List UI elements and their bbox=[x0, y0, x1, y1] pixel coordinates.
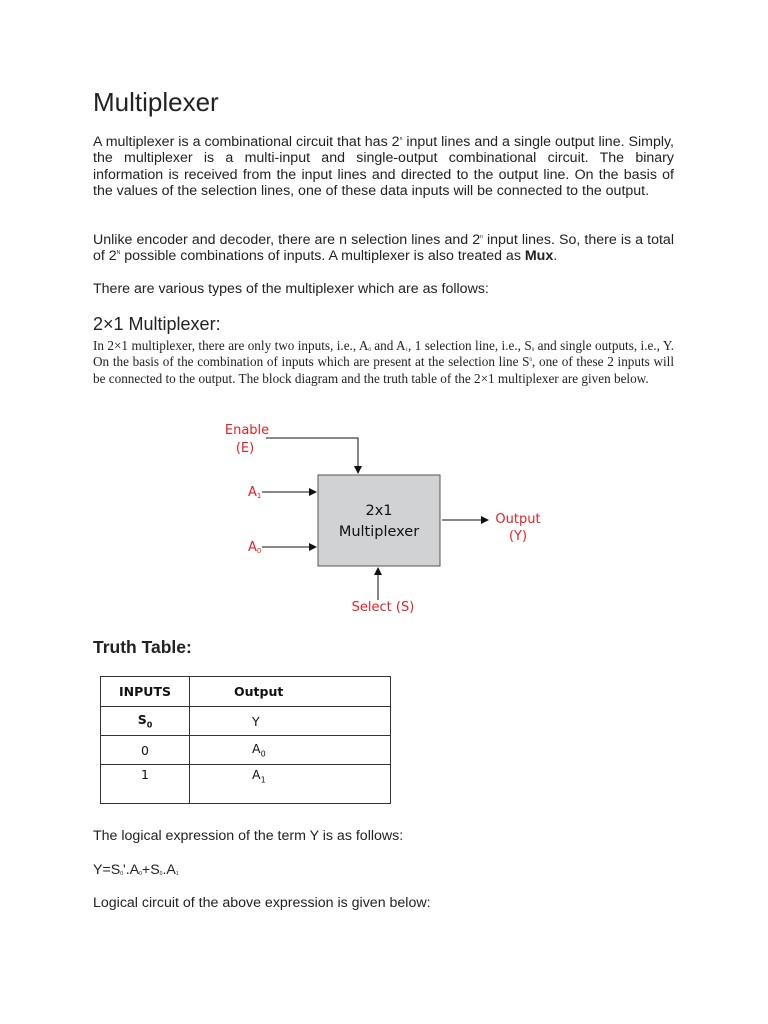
expression-outro: Logical circuit of the above expression is given below: bbox=[93, 895, 431, 911]
intro-paragraph-3: There are various types of the multiplexer which are as follows: bbox=[93, 281, 489, 297]
truth-table-heading: Truth Table: bbox=[93, 637, 192, 657]
cell-a-letter: A bbox=[252, 767, 261, 782]
expr-part: +S bbox=[141, 862, 160, 878]
intro-paragraph-2 bbox=[93, 232, 674, 265]
cell-a-letter: A bbox=[252, 741, 261, 757]
expr-part: '.A bbox=[123, 862, 140, 878]
superscript-n: n bbox=[480, 234, 483, 240]
expr-subscript: 0 bbox=[120, 871, 123, 877]
logical-expression bbox=[93, 861, 179, 879]
subscript: 0 bbox=[531, 348, 535, 353]
s2x1-t4: and single outputs, i.e., Y. On the basis of the combination of inputs which are present at the selection line S bbox=[93, 338, 675, 370]
header-output: Output bbox=[190, 677, 391, 707]
enable-arrow bbox=[266, 438, 358, 473]
expr-part: .A bbox=[162, 862, 176, 878]
section-heading-2x1: 2×1 Multiplexer: bbox=[93, 314, 221, 334]
superscript-n: n bbox=[399, 136, 403, 142]
s2x1-t5: , one of these 2 inputs will be connected to the output. The block diagram and the truth table of the 2×1 multiplexer are given below. bbox=[93, 354, 674, 386]
table-header-row bbox=[101, 677, 391, 707]
expr-subscript: 1 bbox=[175, 871, 179, 877]
input-a1-label bbox=[248, 485, 261, 500]
cell-output bbox=[190, 736, 391, 765]
a1-letter: A bbox=[248, 485, 257, 500]
cell-y: Y bbox=[190, 707, 391, 736]
truth-table bbox=[100, 676, 391, 804]
mux-block bbox=[318, 475, 440, 566]
select-label: Select (S) bbox=[351, 600, 415, 615]
intro-p2-b: input lines. So, there is a total of 2 bbox=[93, 232, 674, 265]
superscript: 0 bbox=[529, 358, 532, 364]
page-title: Multiplexer bbox=[93, 87, 219, 117]
cell-s-letter: S bbox=[137, 712, 147, 728]
s2x1-t2: and A bbox=[370, 338, 406, 353]
table-row bbox=[101, 707, 391, 736]
header-inputs: INPUTS bbox=[101, 677, 190, 707]
table-row bbox=[101, 736, 391, 765]
a0-letter: A bbox=[248, 540, 257, 555]
mux-term: Mux bbox=[524, 248, 554, 265]
enable-symbol: (E) bbox=[235, 441, 255, 456]
enable-label: Enable bbox=[224, 423, 270, 438]
s2x1-t1: In 2×1 multiplexer, there are only two inputs, i.e., A bbox=[93, 338, 369, 353]
a1-subscript: 1 bbox=[256, 492, 262, 500]
intro-p1-text: A multiplexer is a combinational circuit that has 2 bbox=[93, 134, 400, 150]
mux-block-diagram bbox=[0, 410, 768, 625]
table-row bbox=[101, 765, 391, 804]
s2x1-t3: , 1 selection line, i.e., S bbox=[408, 338, 532, 353]
intro-p2-c: possible combinations of inputs. A multiplexer is also treated as bbox=[120, 248, 525, 265]
cell-s0 bbox=[101, 707, 190, 736]
expr-subscript: 0 bbox=[139, 871, 142, 877]
intro-paragraph-1 bbox=[93, 134, 674, 199]
expr-part: Y=S bbox=[93, 862, 121, 878]
cell-a-subscript: 1 bbox=[260, 775, 266, 785]
a0-subscript: 0 bbox=[256, 547, 262, 555]
intro-p2-a: Unlike encoder and decoder, there are n selection lines and 2 bbox=[93, 232, 481, 248]
input-a0-label bbox=[248, 540, 261, 555]
cell-a-subscript: 0 bbox=[260, 749, 266, 759]
expression-intro: The logical expression of the term Y is as follows: bbox=[93, 828, 404, 844]
cell-input: 1 bbox=[101, 765, 190, 804]
cell-input: 0 bbox=[101, 736, 190, 765]
block-label-name: Multiplexer bbox=[338, 524, 420, 540]
intro-p1-rest: input lines and a single output line. Simply, the multiplexer is a multi-input and single-output combinational circuit. The binary information is received from the input lines and directed to the output line. On the basis of the values of the selection lines, one of these data inputs will be connected to the output. bbox=[93, 134, 674, 199]
cell-output bbox=[190, 765, 391, 804]
subscript: 0 bbox=[368, 348, 371, 353]
intro-p2-end: . bbox=[553, 248, 558, 265]
subscript: 1 bbox=[405, 348, 409, 353]
cell-s-subscript: 0 bbox=[146, 720, 153, 730]
section-2x1-paragraph bbox=[93, 338, 674, 387]
output-label: Output bbox=[495, 512, 541, 527]
output-symbol: (Y) bbox=[508, 529, 528, 544]
superscript-N: N bbox=[116, 250, 121, 257]
block-label-size: 2x1 bbox=[365, 503, 393, 519]
expr-subscript: 0 bbox=[159, 871, 163, 877]
